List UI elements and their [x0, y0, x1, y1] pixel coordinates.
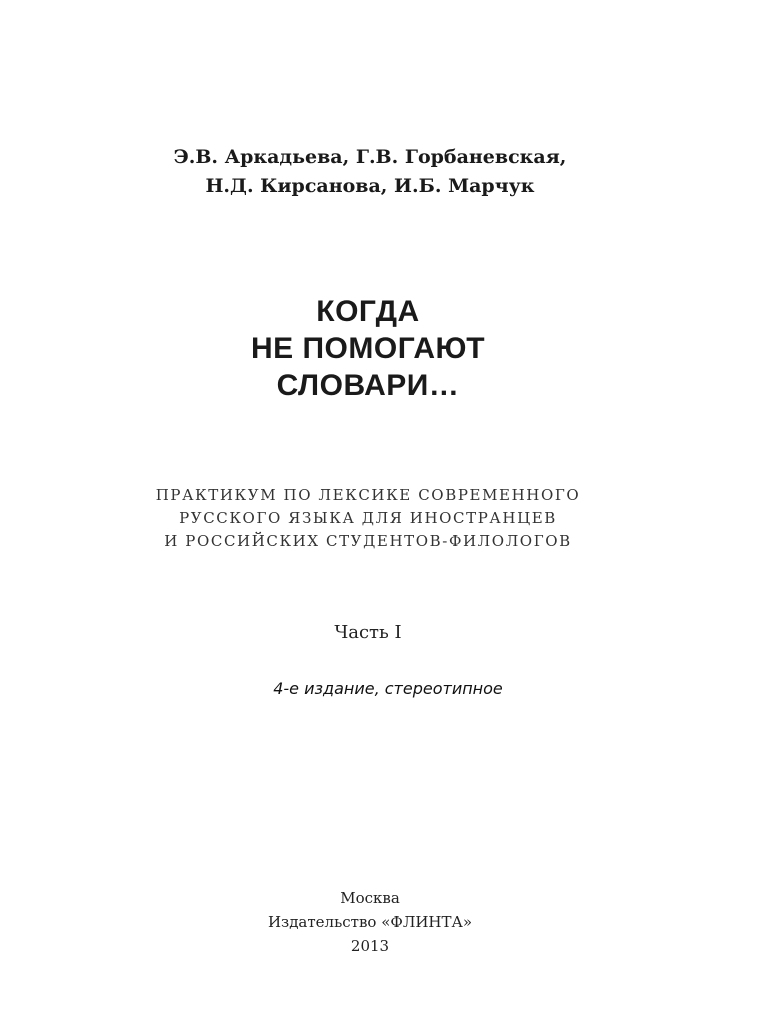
imprint-block [0, 886, 740, 958]
edition-note: 4-е издание, стереотипное [273, 679, 503, 698]
subtitle-line-2: РУССКОГО ЯЗЫКА ДЛЯ ИНОСТРАНЦЕВ [179, 509, 557, 527]
authors-line-2: Н.Д. Кирсанова, И.Б. Марчук [205, 175, 535, 197]
authors-block [0, 143, 740, 201]
subtitle-line-3: И РОССИЙСКИХ СТУДЕНТОВ-ФИЛОЛОГОВ [164, 532, 572, 550]
imprint-city: Москва [340, 889, 400, 907]
part-label: Часть I [334, 622, 402, 643]
imprint-publisher: Издательство «ФЛИНТА» [267, 913, 473, 931]
title-line-2: НЕ ПОМОГАЮТ [250, 332, 486, 365]
book-subtitle [0, 484, 736, 553]
subtitle-line-1: ПРАКТИКУМ ПО ЛЕКСИКЕ СОВРЕМЕННОГО [155, 486, 581, 504]
book-title [0, 293, 736, 404]
title-line-1: КОГДА [316, 295, 420, 328]
imprint-year: 2013 [350, 937, 390, 955]
authors-line-1: Э.В. Аркадьева, Г.В. Горбаневская, [173, 146, 567, 168]
title-line-3: СЛОВАРИ… [276, 369, 460, 402]
